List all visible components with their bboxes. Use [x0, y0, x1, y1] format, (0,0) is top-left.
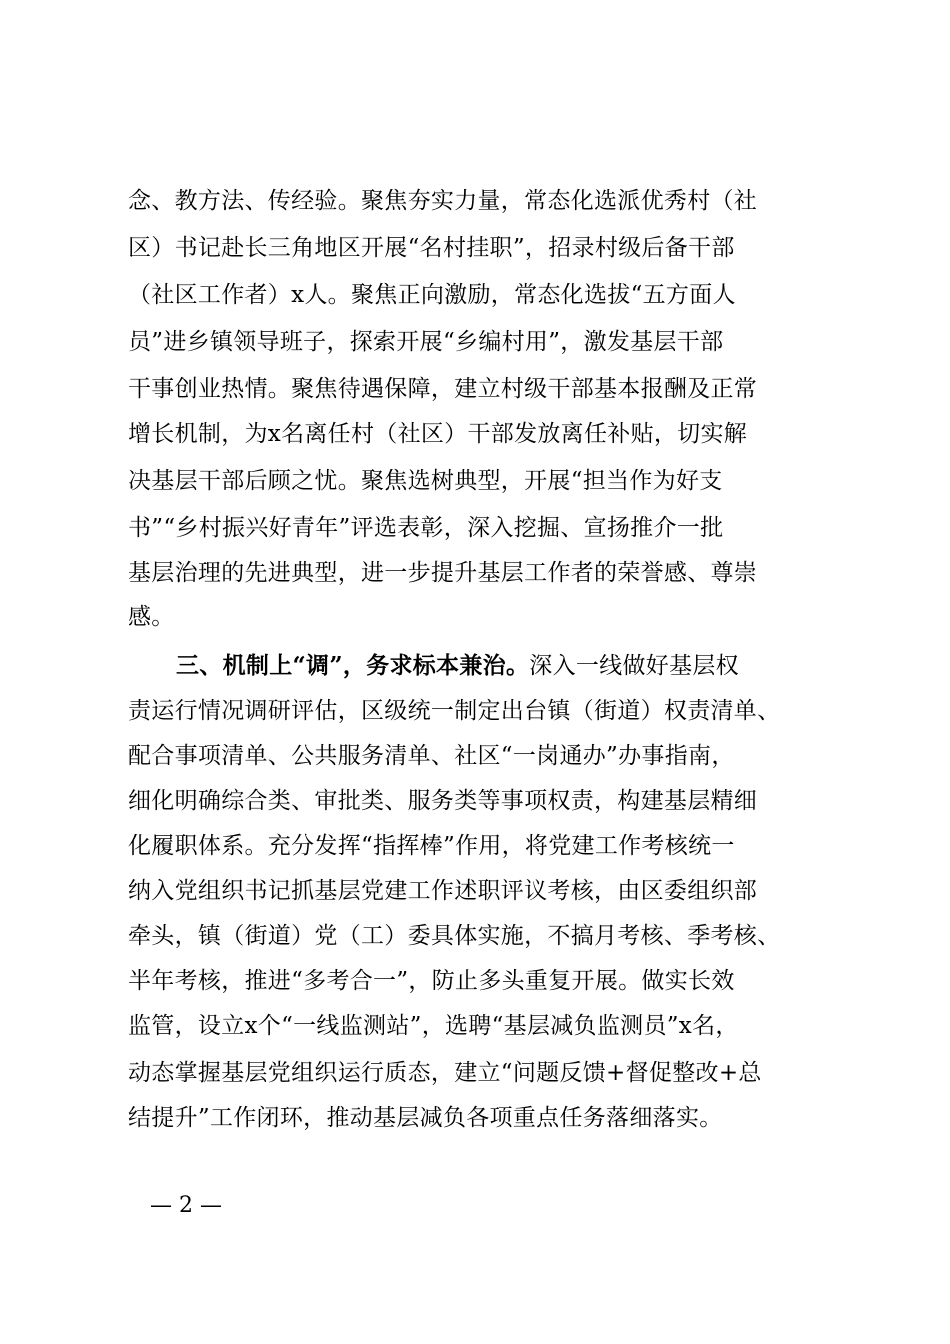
- paragraph-2-line-11: 结提升”工作闭环，推动基层减负各项重点任务落细落实。: [128, 1105, 723, 1131]
- paragraph-1-line-2: 区）书记赴长三角地区开展“名村挂职”，招录村级后备干部: [128, 235, 735, 261]
- paragraph-1-line-6: 增长机制，为x名离任村（社区）干部发放离任补贴，切实解: [128, 421, 748, 447]
- paragraph-1-line-4: 员”进乡镇领导班子，探索开展“乡编村用”，激发基层干部: [128, 329, 724, 355]
- section-heading: 三、机制上“调”，务求标本兼治。: [176, 652, 530, 679]
- paragraph-2-line-6: 纳入党组织书记抓基层党建工作述职评议考核，由区委组织部: [128, 878, 758, 904]
- paragraph-1-line-8: 书”“乡村振兴好青年”评选表彰，深入挖掘、宣扬推介一批: [128, 515, 724, 541]
- paragraph-2-line-5: 化履职体系。充分发挥“指挥棒”作用，将党建工作考核统一: [128, 833, 735, 859]
- paragraph-2-first-line: [176, 651, 739, 681]
- paragraph-1-line-5: 干事创业热情。聚焦待遇保障，建立村级干部基本报酬及正常: [128, 376, 758, 402]
- page-number: — 2 —: [150, 1193, 222, 1218]
- paragraph-2-line-7: 牵头，镇（街道）党（工）委具体实施，不搞月考核、季考核、: [128, 923, 781, 949]
- paragraph-2-line-4: 细化明确综合类、审批类、服务类等事项权责，构建基层精细: [128, 788, 758, 814]
- paragraph-2-line-3: 配合事项清单、公共服务清单、社区“一岗通办”办事指南，: [128, 743, 735, 769]
- paragraph-1-line-9: 基层治理的先进典型，进一步提升基层工作者的荣誉感、尊崇: [128, 560, 758, 586]
- paragraph-1-line-1: 念、教方法、传经验。聚焦夯实力量，常态化选派优秀村（社: [128, 188, 758, 214]
- paragraph-2-line-9: 监管，设立x个“一线监测站”，选聘“基层减负监测员”x名，: [128, 1013, 739, 1039]
- paragraph-1-line-3: （社区工作者）x人。聚焦正向激励，常态化选拔“五方面人: [128, 282, 736, 308]
- paragraph-1-line-10: 感。: [128, 604, 175, 630]
- paragraph-2-first-line-text: 深入一线做好基层权: [529, 653, 739, 679]
- paragraph-2-line-2: 责运行情况调研评估，区级统一制定出台镇（街道）权责清单、: [128, 698, 781, 724]
- paragraph-2-line-10: 动态掌握基层党组织运行质态，建立“问题反馈+督促整改+总: [128, 1060, 762, 1086]
- paragraph-1-line-7: 决基层干部后顾之忧。聚焦选树典型，开展“担当作为好支: [128, 468, 723, 494]
- paragraph-2-line-8: 半年考核，推进“多考合一”，防止多头重复开展。做实长效: [128, 968, 735, 994]
